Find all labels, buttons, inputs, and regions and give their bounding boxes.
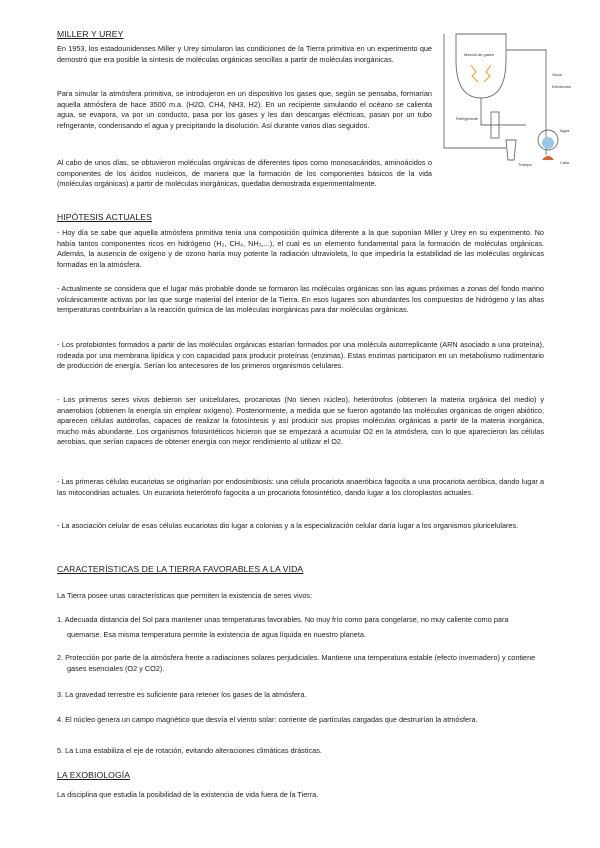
list-item-text: 3. La gravedad terrestre es suficiente para retener los gases de la atmósfera. xyxy=(57,690,307,699)
label-trap: Trampa xyxy=(518,162,532,167)
trap xyxy=(506,140,516,160)
list-item xyxy=(57,690,544,701)
miller-paragraph-3: Al cabo de unos días, se obtuvieron moléculas orgánicas de diferentes tipos como monosacáridos, aminoácidos o componentes de los ácidos nucleicos, de manera que la formación de los componentes básicos de la vida (moléculas orgánicas) a partir de moléculas inorgánicas, quedaba demostrada experimentalmente. xyxy=(57,158,432,189)
heat-icon xyxy=(542,156,554,160)
list-item-text: 2. Protección por parte de la atmósfera frente a radiaciones solares perjudiciales. Mantiene una temperatura estable (efecto invernadero) y contiene gases esenciales (O2 y CO2). xyxy=(57,653,536,673)
hipotesis-paragraph-5: - Las primeras células eucariotas se originarían por endosimbiosis: una célula procariota anaeróbica fagocita a una procariota aeróbica, dando lugar a las mitocondrias actuales. Un eucariota heterótrofo fagocita a un procariota fotosintético, dando lugar a los cloroplastos actuales. xyxy=(57,477,544,497)
list-item-text: 4. El núcleo genera un campo magnético que desvía el viento solar: corriente de partículas cargadas que destruirían la atmósfera. xyxy=(57,715,478,724)
hipotesis-paragraph-1: - Hoy día se sabe que aquella atmósfera primitiva tenía una composición química diferente a la que suponían Miller y Urey en su experimento. No había tantos componentes ricos en hidrógeno (H₂, CH₄, NH₃,...), el cual es un elemento fundamental para la formación de moléculas orgánicas. Además, la ausencia de oxígeno y de ozono haría muy potente la radiación ultravioleta, lo que impediría la estabilidad de las moléculas orgánicas formadas en la atmósfera. xyxy=(57,228,544,269)
list-item-text: 1. Adecuada distancia del Sol para mantener unas temperaturas favorables. No muy frío como para congelarse, no muy caliente como para quemarse. Esa misma temperatura permite la existencia de agua líquida en nuestro planeta. xyxy=(57,615,509,639)
list-item xyxy=(57,653,544,674)
section-title-exobiologia: LA EXOBIOLOGÍA xyxy=(57,770,131,780)
label-water: Agua xyxy=(560,128,570,133)
exobiologia-paragraph: La disciplina que estudia la posibilidad de la existencia de vida fuera de la Tierra. xyxy=(57,790,319,799)
water-icon xyxy=(542,137,554,149)
label-heat: Calor xyxy=(560,160,570,165)
vacuum-tube xyxy=(506,50,546,155)
list-item xyxy=(57,715,544,726)
hipotesis-paragraph-2: - Actualmente se considera que el lugar más probable donde se formaron las moléculas orgánicas son las aguas próximas a zonas del fondo marino volcánicamente activas por las que surge material del interior de la Tierra. En esos lugares son abundantes los compuestos de hidrógeno y las altas temperaturas contribuirían a la reacción química de las moléculas inorgánicas para dar moléculas orgánicas. xyxy=(57,284,544,315)
hipotesis-paragraph-4: - Los primeros seres vivos debieron ser unicelulares, procariotas (No tienen núcleo), heterótrofos (obtienen la materia orgánica del medio) y anaerobios (obtienen la energía sin emplear oxígeno). Posteriormente, a medida que se fueron agotando las moléculas orgánicas de origen abiótico, aparecen células autótrofas, capaces de realizar la fotosíntesis y así producir sus propias moléculas orgánicas a partir de la materia inorgánica, mucho más abundante. Los organismos fotosintéticos hicieron que se empezará a acumular O2 en la atmósfera, con lo que aparecieron las células aerobias, que serían capaces de obtener energía con mejor rendimiento al utilizar el O2. xyxy=(57,395,544,447)
gas-flask xyxy=(456,34,506,98)
hipotesis-paragraph-6: - La asociación celular de esas células eucariotas dio lugar a colonias y a la especialización celular daría lugar a los organismos pluricelulares. xyxy=(57,521,519,530)
hipotesis-paragraph-3: - Los protobiontes formados a partir de las moléculas orgánicas estarían formados por una molécula autorreplicante (ARN asociado a una proteína), rodeada por una membrana lipídica y con capacidad para producir proteínas (enzimas). Estas enzimas participaron en un metabolismo rudimentario de producción de energía. Serían los antecesores de los primeros organismos celulares. xyxy=(57,340,544,371)
electric-discharge-icon xyxy=(471,65,491,82)
section-title-caracteristicas: CARACTERÍSTICAS DE LA TIERRA FAVORABLES A LA VIDA xyxy=(57,564,304,574)
refrigerant-tube xyxy=(481,98,526,125)
list-item-text: 5. La Luna estabiliza el eje de rotación, evitando alteraciones climáticas drásticas. xyxy=(57,746,322,755)
list-item xyxy=(57,746,544,757)
list-item xyxy=(57,612,544,642)
label-refrigerant: Refrigerante xyxy=(456,116,479,121)
section-title-miller: MILLER Y UREY xyxy=(57,29,124,39)
label-electrodes: Electrodos xyxy=(552,84,571,89)
label-vacuum: Vacío xyxy=(552,72,562,77)
miller-paragraph-2: Para simular la atmósfera primitiva, se introdujeron en un dispositivo los gases que, según se pensaba, formarían aquella atmósfera de hace 3500 m.a. (H2O, CH4, NH3, H2). En un recipiente simulando el océano se calienta agua, se evapora, va por un conducto, pasa por los gases y les dan descargas eléctricas, pasan por un tubo refrigerante, condensando el agua y precipitando la disolución. Así durante varios días seguidos. xyxy=(57,89,432,130)
section-title-hipotesis: HIPÓTESIS ACTUALES xyxy=(57,212,152,222)
miller-paragraph-1: En 1953, los estadounidenses Miller y Urey simularon las condiciones de la Tierra primitiva en un experimento que demostró que era posible la síntesis de moléculas orgánicas sencillas a partir de moléculas inorgánicas. xyxy=(57,44,432,64)
label-gases: Mezcla de gases xyxy=(464,52,495,57)
caracteristicas-intro: La Tierra posee unas características que permiten la existencia de seres vivos: xyxy=(57,591,313,600)
miller-urey-apparatus-diagram xyxy=(436,20,586,170)
